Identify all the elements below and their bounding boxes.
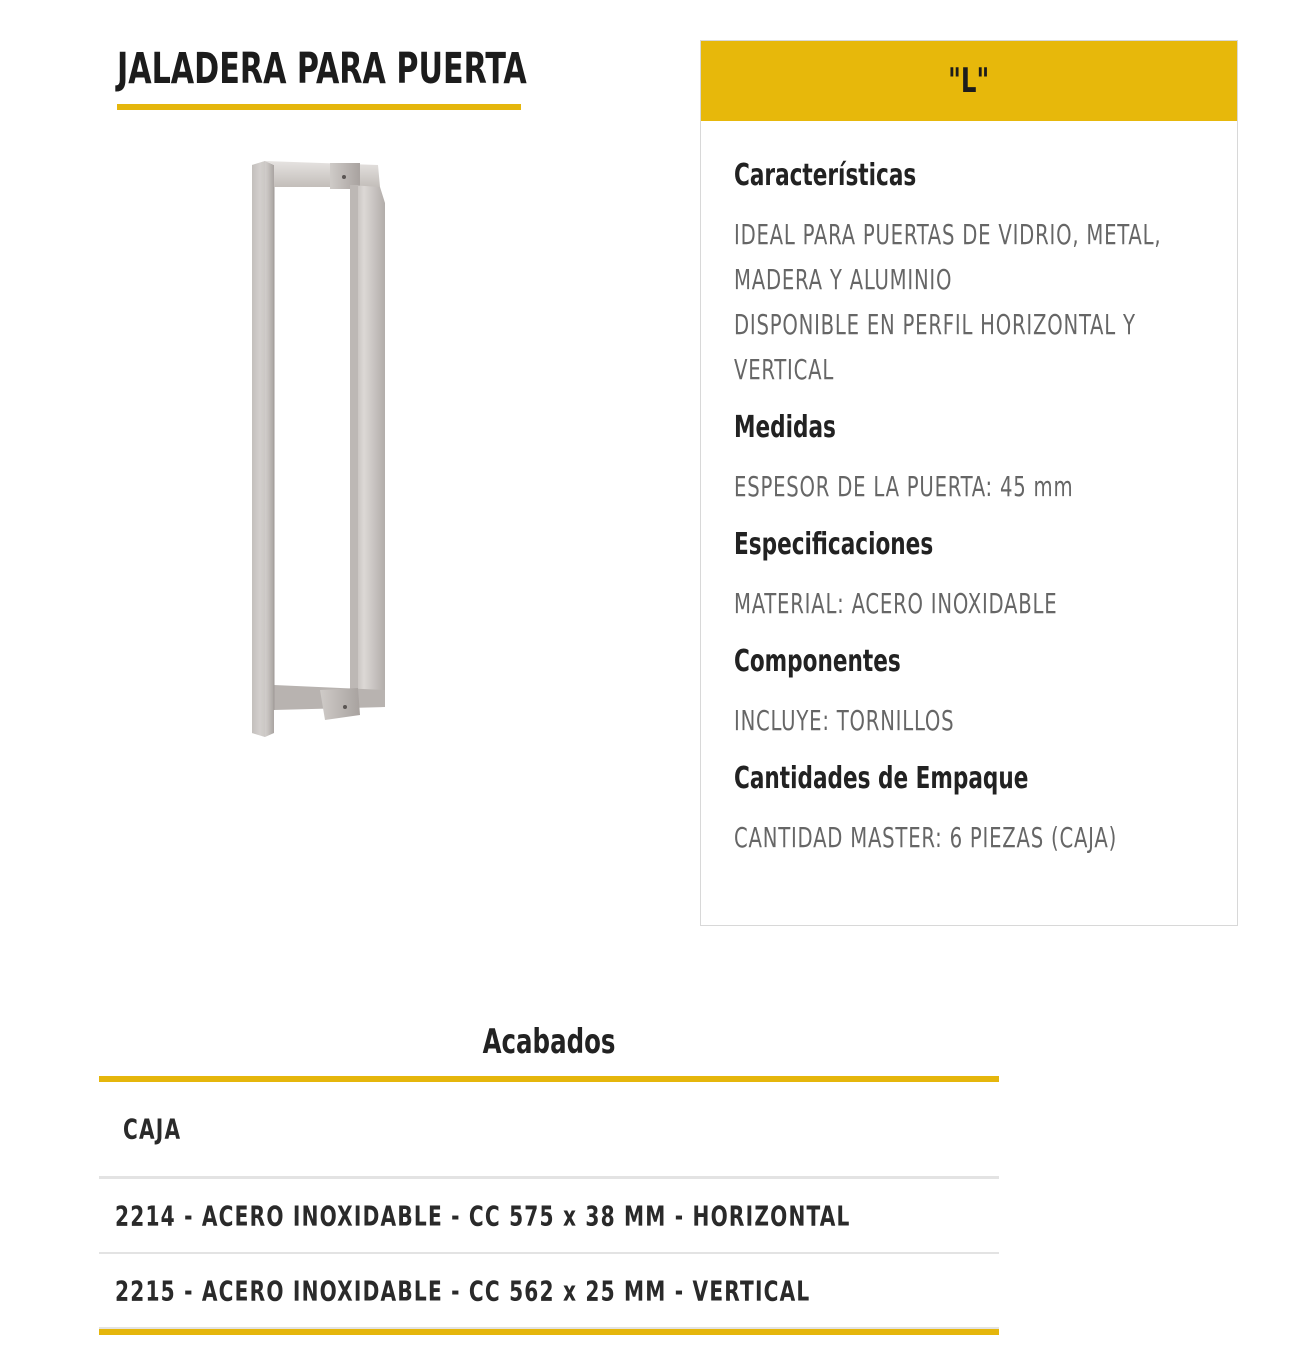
finishes-title-text: Acabados: [482, 1022, 616, 1062]
section-line: MATERIAL: ACERO INOXIDABLE: [734, 587, 1058, 620]
page-title: JALADERA PARA PUERTA: [117, 44, 527, 94]
section-especificaciones: [734, 525, 1214, 626]
column-header: CAJA: [123, 1112, 182, 1146]
section-line: CANTIDAD MASTER: 6 PIEZAS (CAJA): [734, 821, 1118, 854]
section-heading: Cantidades de Empaque: [734, 761, 1029, 796]
finishes-title: [99, 1020, 999, 1064]
table-cell: 2215 - ACERO INOXIDABLE - CC 562 x 25 MM - VERTICAL: [115, 1274, 811, 1307]
section-empaque: [734, 759, 1214, 860]
model-label: "L": [948, 61, 990, 101]
section-medidas: [734, 408, 1214, 509]
section-heading: Características: [734, 158, 917, 193]
finishes-table: [99, 1076, 999, 1335]
spec-card: [700, 40, 1238, 926]
section-caracteristicas: [734, 156, 1214, 392]
section-heading: Componentes: [734, 644, 901, 679]
table-row: [99, 1254, 999, 1329]
section-line: VERTICAL: [734, 353, 835, 386]
table-bottom-rule: [99, 1329, 999, 1335]
table-row: [99, 1179, 999, 1254]
section-line: ESPESOR DE LA PUERTA: 45 mm: [734, 470, 1074, 503]
spec-card-body: [734, 156, 1214, 876]
section-line: DISPONIBLE EN PERFIL HORIZONTAL Y: [734, 308, 1136, 341]
section-heading: Medidas: [734, 410, 836, 445]
spec-card-header: [701, 41, 1237, 121]
table-header-row: [99, 1082, 999, 1179]
table-cell: 2214 - ACERO INOXIDABLE - CC 575 x 38 MM - HORIZONTAL: [115, 1199, 851, 1232]
section-heading: Especificaciones: [734, 527, 934, 562]
section-line: MADERA Y ALUMINIO: [734, 263, 953, 296]
product-image: [240, 155, 400, 745]
section-componentes: [734, 642, 1214, 743]
title-underline: [117, 104, 521, 110]
section-line: IDEAL PARA PUERTAS DE VIDRIO, METAL,: [734, 218, 1162, 251]
section-line: INCLUYE: TORNILLOS: [734, 704, 955, 737]
